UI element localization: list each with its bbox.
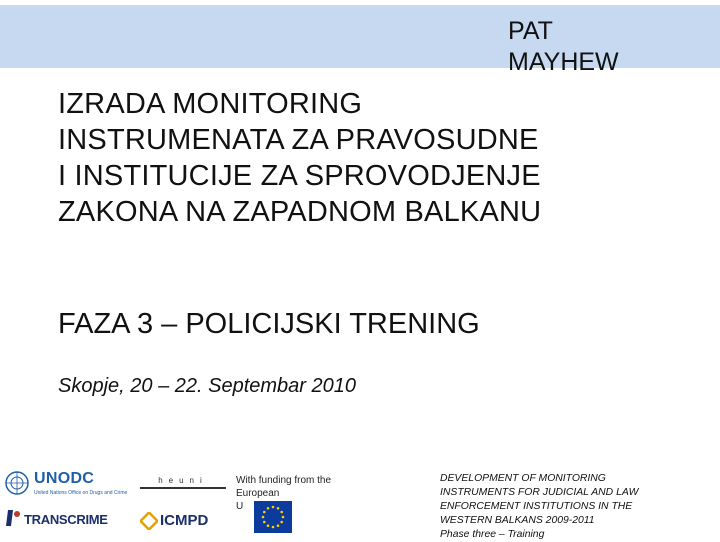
icmpd-logo: [140, 510, 230, 532]
heuni-rule: [140, 487, 226, 489]
heuni-wordmark: heuni: [158, 476, 208, 485]
slide-title: [58, 86, 698, 230]
english-title-line: Phase three – Training: [440, 529, 545, 540]
english-title-line: DEVELOPMENT OF MONITORING: [440, 473, 606, 484]
english-title-line: WESTERN BALKANS 2009-2011: [440, 515, 595, 526]
transcrime-logo: [4, 508, 114, 530]
transcrime-mark-icon: [4, 508, 22, 528]
title-line: IZRADA MONITORING: [58, 88, 363, 120]
title-line: I INSTITUCIJE ZA SPROVODJENJE: [58, 160, 541, 192]
icmpd-diamond-icon: [140, 512, 158, 530]
unodc-wordmark: UNODC: [34, 470, 95, 487]
footer: [0, 462, 720, 540]
english-title-line: INSTRUMENTS FOR JUDICIAL AND LAW: [440, 487, 639, 498]
eu-flag-icon: [254, 501, 292, 533]
unodc-subtitle: United Nations Office on Drugs and Crime: [34, 490, 128, 496]
author-first-line: PAT: [508, 17, 553, 45]
funding-note-text: With funding from the European: [236, 475, 332, 499]
english-title-line: ENFORCEMENT INSTITUTIONS IN THE: [440, 501, 633, 512]
author-second-line: MAYHEW: [508, 48, 619, 76]
unodc-logo: [4, 470, 144, 500]
english-project-title: [440, 472, 710, 542]
title-line: ZAKONA NA ZAPADNOM BALKANU: [58, 196, 542, 228]
author-name: [508, 16, 619, 78]
slide-subtitle: FAZA 3 – POLICIJSKI TRENING: [58, 308, 480, 340]
place-date: Skopje, 20 – 22. Septembar 2010: [58, 375, 356, 397]
icmpd-wordmark: ICMPD: [160, 512, 209, 529]
transcrime-wordmark: TRANSCRIME: [24, 512, 108, 527]
heuni-logo: [140, 476, 226, 506]
title-line: INSTRUMENATA ZA PRAVOSUDNE: [58, 124, 539, 156]
un-emblem-icon: [4, 470, 30, 496]
funding-note-tail: U: [236, 501, 244, 512]
